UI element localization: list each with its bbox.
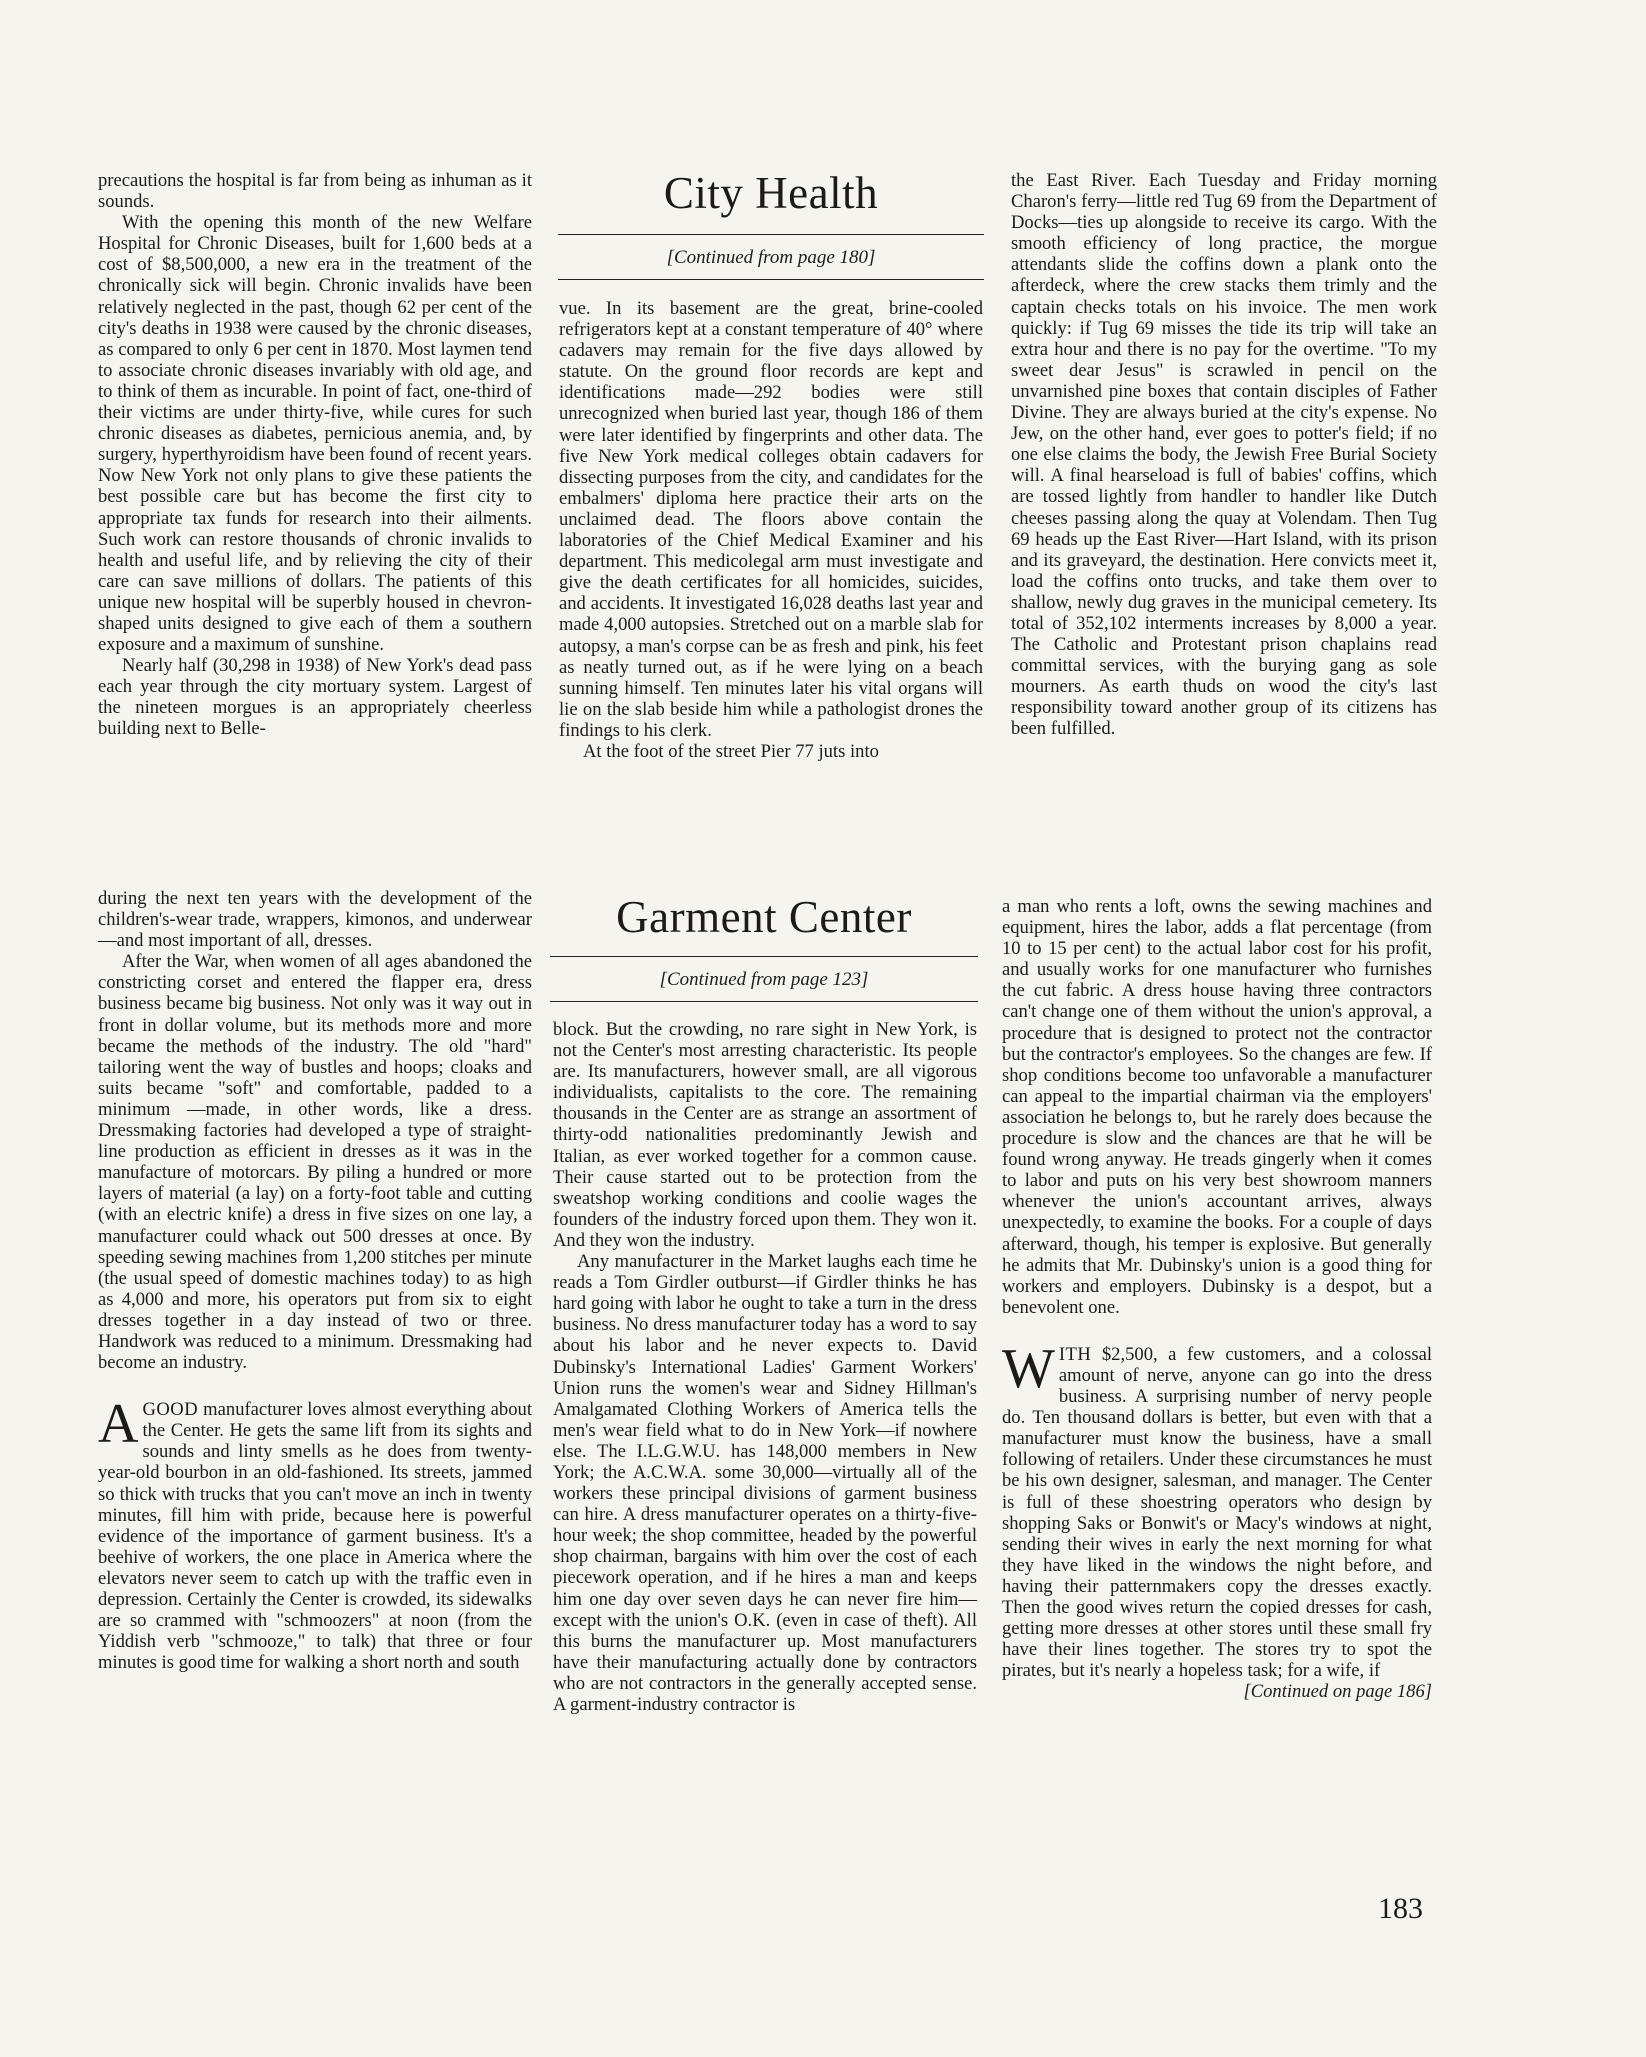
drop-cap: A (98, 1393, 139, 1456)
paragraph: during the next ten years with the development of the children's-wear trade, wrappers, kimonos, and underwear—and most important of all, dresses. (98, 888, 532, 952)
drop-cap: W (1002, 1337, 1055, 1400)
lead-in: GOOD (142, 1399, 199, 1421)
city-health-col-2 (559, 298, 983, 762)
divider (550, 1001, 978, 1002)
city-health-col-3 (1011, 170, 1437, 740)
paragraph: After the War, when women of all ages abandoned the constricting corset and entered the flapper era, dress business became big business. Not only was it way out in front in dollar volume, but its methods more and more became the methods of the industry. The old "hard" tailoring went the way of bustles and hoops; cloaks and suits became "soft" and comfortable, padded to a minimum —made, in other words, like a dress. Dressmaking factories had developed a type of straight-line production as efficient in dresses as it was in the manufacture of motorcars. By piling a hundred or more layers of material (a lay) on a forty-foot table and cutting (with an electric knife) a dress in five sizes on one lay, a manufacturer could whack out 500 dresses at once. By speeding sewing machines from 1,200 stitches per minute (the usual speed of domestic machines today) to as high as 4,000 and more, his operators put from six to eight dresses together in a day instead of two or three. Handwork was reduced to a minimum. Dressmaking had become an industry. (98, 951, 532, 1374)
city-health-heading (558, 168, 984, 280)
article-title: Garment Center (616, 892, 912, 942)
section-paragraph (1002, 1337, 1432, 1682)
garment-center-heading (550, 892, 978, 1002)
paragraph: block. But the crowding, no rare sight in New York, is not the Center's most arresting characteristic. Its people are. Its manufacturers, however small, are all vigorous individualists, capitalists to the core. The remaining thousands in the Center are as strange an assortment of thirty-odd nationalities predominantly Jewish and Italian, as ever worked together for a common cause. Their cause started out to be protection from the sweatshop working conditions and coolie wages the founders of the industry forced upon them. They won it. And they won the industry. (553, 1019, 977, 1251)
continued-from-note: [Continued from page 180] (666, 247, 876, 268)
article-title: City Health (663, 168, 879, 218)
garment-center-col-1 (98, 888, 532, 1673)
paragraph-text: $2,500, a few customers, and a colossal amount of nerve, anyone can go into the dress business. A surprising number of nervy people do. Ten thousand dollars is better, but even with that a manufacturer must know the business, have a small following of retailers. Under these circumstances he must be his own designer, salesman, and manager. The Center is full of these shoestring operators who design by shopping Saks or Bonwit's or Macy's windows at night, sending their wives in early the next morning for what they have liked in the windows the night before, and having their patternmakers copy the dresses exactly. Then the good wives return the copied dresses for cash, getting more dresses at other stores until these small fry have their lines together. The stores try to spot the pirates, but it's nearly a hopeless task; for a wife, if (1002, 1343, 1432, 1682)
section-paragraph (98, 1393, 532, 1674)
paragraph: the East River. Each Tuesday and Friday morning Charon's ferry—little red Tug 69 from the Department of Docks—ties up alongside to receive its cargo. With the smooth efficiency of long practice, the morgue attendants slide the coffins down a plank onto the afterdeck, where the crew stacks them trimly and the captain checks totals on his invoice. The men work quickly: if Tug 69 misses the tide its trip will take an extra hour and there is no pay for the overtime. "To my sweet dear Jesus" is scrawled in pencil on the unvarnished pine boxes that contain disciples of Father Divine. They are always buried at the city's expense. No Jew, on the other hand, ever goes to potter's field; if no one else claims the body, the Jewish Free Burial Society will. A final hearseload is full of babies' coffins, which are tossed lightly from handler to handler like Dutch cheeses passing along the quay at Volendam. Then Tug 69 heads up the East River—Hart Island, with its prison and its graveyard, the destination. Here convicts meet it, load the coffins onto trucks, and take them over to shallow, newly dug graves in the municipal cemetery. Its total of 352,102 interments increases by 8,000 a year. The Catholic and Protestant prison chaplains read committal services, with the burying gang as sole mourners. As earth thuds on wood the city's last responsibility toward another group of its citizens has been fulfilled. (1011, 170, 1437, 740)
divider (558, 279, 984, 280)
paragraph: At the foot of the street Pier 77 juts into (583, 740, 879, 762)
continued-from-note: [Continued from page 123] (659, 969, 869, 990)
paragraph: precautions the hospital is far from being as inhuman as it sounds. (98, 170, 532, 213)
paragraph-text: manufacturer loves almost everything about the Center. He gets the same lift from its sights and sounds and linty smells as he does from twenty-year-old bourbon in an old-fashioned. Its streets, jammed so thick with trucks that you can't move an inch in twenty minutes, fill him with pride, because here is powerful evidence of the importance of garment business. It's a beehive of workers, the one place in America where the elevators never seem to catch up with the traffic even in depression. Certainly the Center is crowded, its sidewalks are so crammed with "schmoozers" at noon (from the Yiddish verb "schmooze," to talk) that three or four minutes is good time for walking a short north and south (98, 1399, 532, 1674)
paragraph: With the opening this month of the new Welfare Hospital for Chronic Diseases, built for 1,600 beds at a cost of $8,500,000, a new era in the treatment of the chronically sick will begin. Chronic invalids have been relatively neglected in the past, though 62 per cent of the city's deaths in 1938 were caused by the chronic diseases, as compared to only 6 per cent in 1870. Most laymen tend to associate chronic diseases invariably with old age, and to think of them as incurable. In point of fact, one-third of their victims are under thirty-five, while cures for such chronic diseases as diabetes, pernicious anemia, and, by surgery, hyperthyroidism have been found of recent years. Now New York not only plans to give these patients the best possible care but has become the first city to appropriate tax funds for research into their ailments. Such work can restore thousands of chronic invalids to health and useful life, and by relieving the city of their care can save millions of dollars. The patients of this unique new hospital will be superbly housed in chevron-shaped units designed to give each of them a southern exposure and a maximum of sunshine. (98, 212, 532, 656)
garment-center-col-2 (553, 1019, 977, 1715)
paragraph: vue. In its basement are the great, brine-cooled refrigerators kept at a constant temperature of 40° where cadavers may remain for the five days allowed by statute. On the ground floor records are kept and identifications made—292 bodies were still unrecognized when buried last year, though 186 of them were later identified by fingerprints and other data. The five New York medical colleges obtain cadavers for dissecting purposes from the city, and candidates for the embalmers' diploma here practice their arts on the unclaimed dead. The floors above contain the laboratories of the Chief Medical Examiner and his department. This medicolegal arm must investigate and give the death certificates for all homicides, suicides, and accidents. It investigated 16,028 deaths last year and made 4,000 autopsies. Stretched out on a marble slab for autopsy, a man's corpse can be as fresh and pink, his feet as neatly turned out, as if he were lying on a beach sunning himself. Ten minutes later his vital organs will lie on the slab beside him while a pathologist drones the findings to his clerk. (559, 298, 983, 741)
paragraph: Nearly half (30,298 in 1938) of New York's dead pass each year through the city mortuary system. Largest of the nineteen morgues is an appropriately cheerless building next to Belle- (98, 655, 532, 740)
paragraph: a man who rents a loft, owns the sewing machines and equipment, hires the labor, adds a flat percentage (from 10 to 15 per cent) to the actual labor cost for his profit, and usually works for one manufacturer who furnishes the cut fabric. A dress house having three contractors can't change one of them without the union's approval, a procedure that is designed to protect not the contractor but the contractor's employees. So the changes are few. If shop conditions become too unfavorable a manufacturer can appeal to the impartial chairman via the employers' association he belongs to, but he rarely does because the procedure is slow and the chances are that he will be found wrong anyway. He treads gingerly when it comes to labor and puts on his very best showroom manners whenever the union's accountant arrives, always unexpectedly, to examine the books. For a couple of days afterward, though, his temper is explosive. But generally he admits that Mr. Dubinsky's union is a good thing for workers and employers. Dubinsky is a despot, but a benevolent one. (1002, 896, 1432, 1318)
continued-on-note: [Continued on page 186] (1243, 1681, 1432, 1703)
page-number: 183 (1378, 1892, 1423, 1925)
garment-center-col-3 (1002, 896, 1432, 1702)
city-health-col-1 (98, 170, 532, 740)
lead-in: ITH (1058, 1343, 1092, 1365)
paragraph: Any manufacturer in the Market laughs each time he reads a Tom Girdler outburst—if Girdler thinks he has hard going with labor he ought to take a turn in the dress business. No dress manufacturer today has a word to say about his labor and he never expects to. David Dubinsky's International Ladies' Garment Workers' Union runs the women's wear and Sidney Hillman's Amalgamated Clothing Workers of America tells the men's wear field what to do in New York—if nowhere else. The I.L.G.W.U. has 148,000 members in New York; the A.C.W.A. some 30,000—virtually all of the workers these principal divisions of garment business can hire. A dress manufacturer operates on a thirty-five-hour week; the shop committee, headed by the powerful shop chairman, bargains with him over the cost of each piecework operation, and if he hires a man and keeps him one day over seven days he can never fire him—except with the union's O.K. (even in case of theft). All this burns the manufacturer up. Most manufacturers have their manufacturing actually done by contractors who are not contractors in the generally accepted sense. A garment-industry contractor is (553, 1251, 977, 1715)
